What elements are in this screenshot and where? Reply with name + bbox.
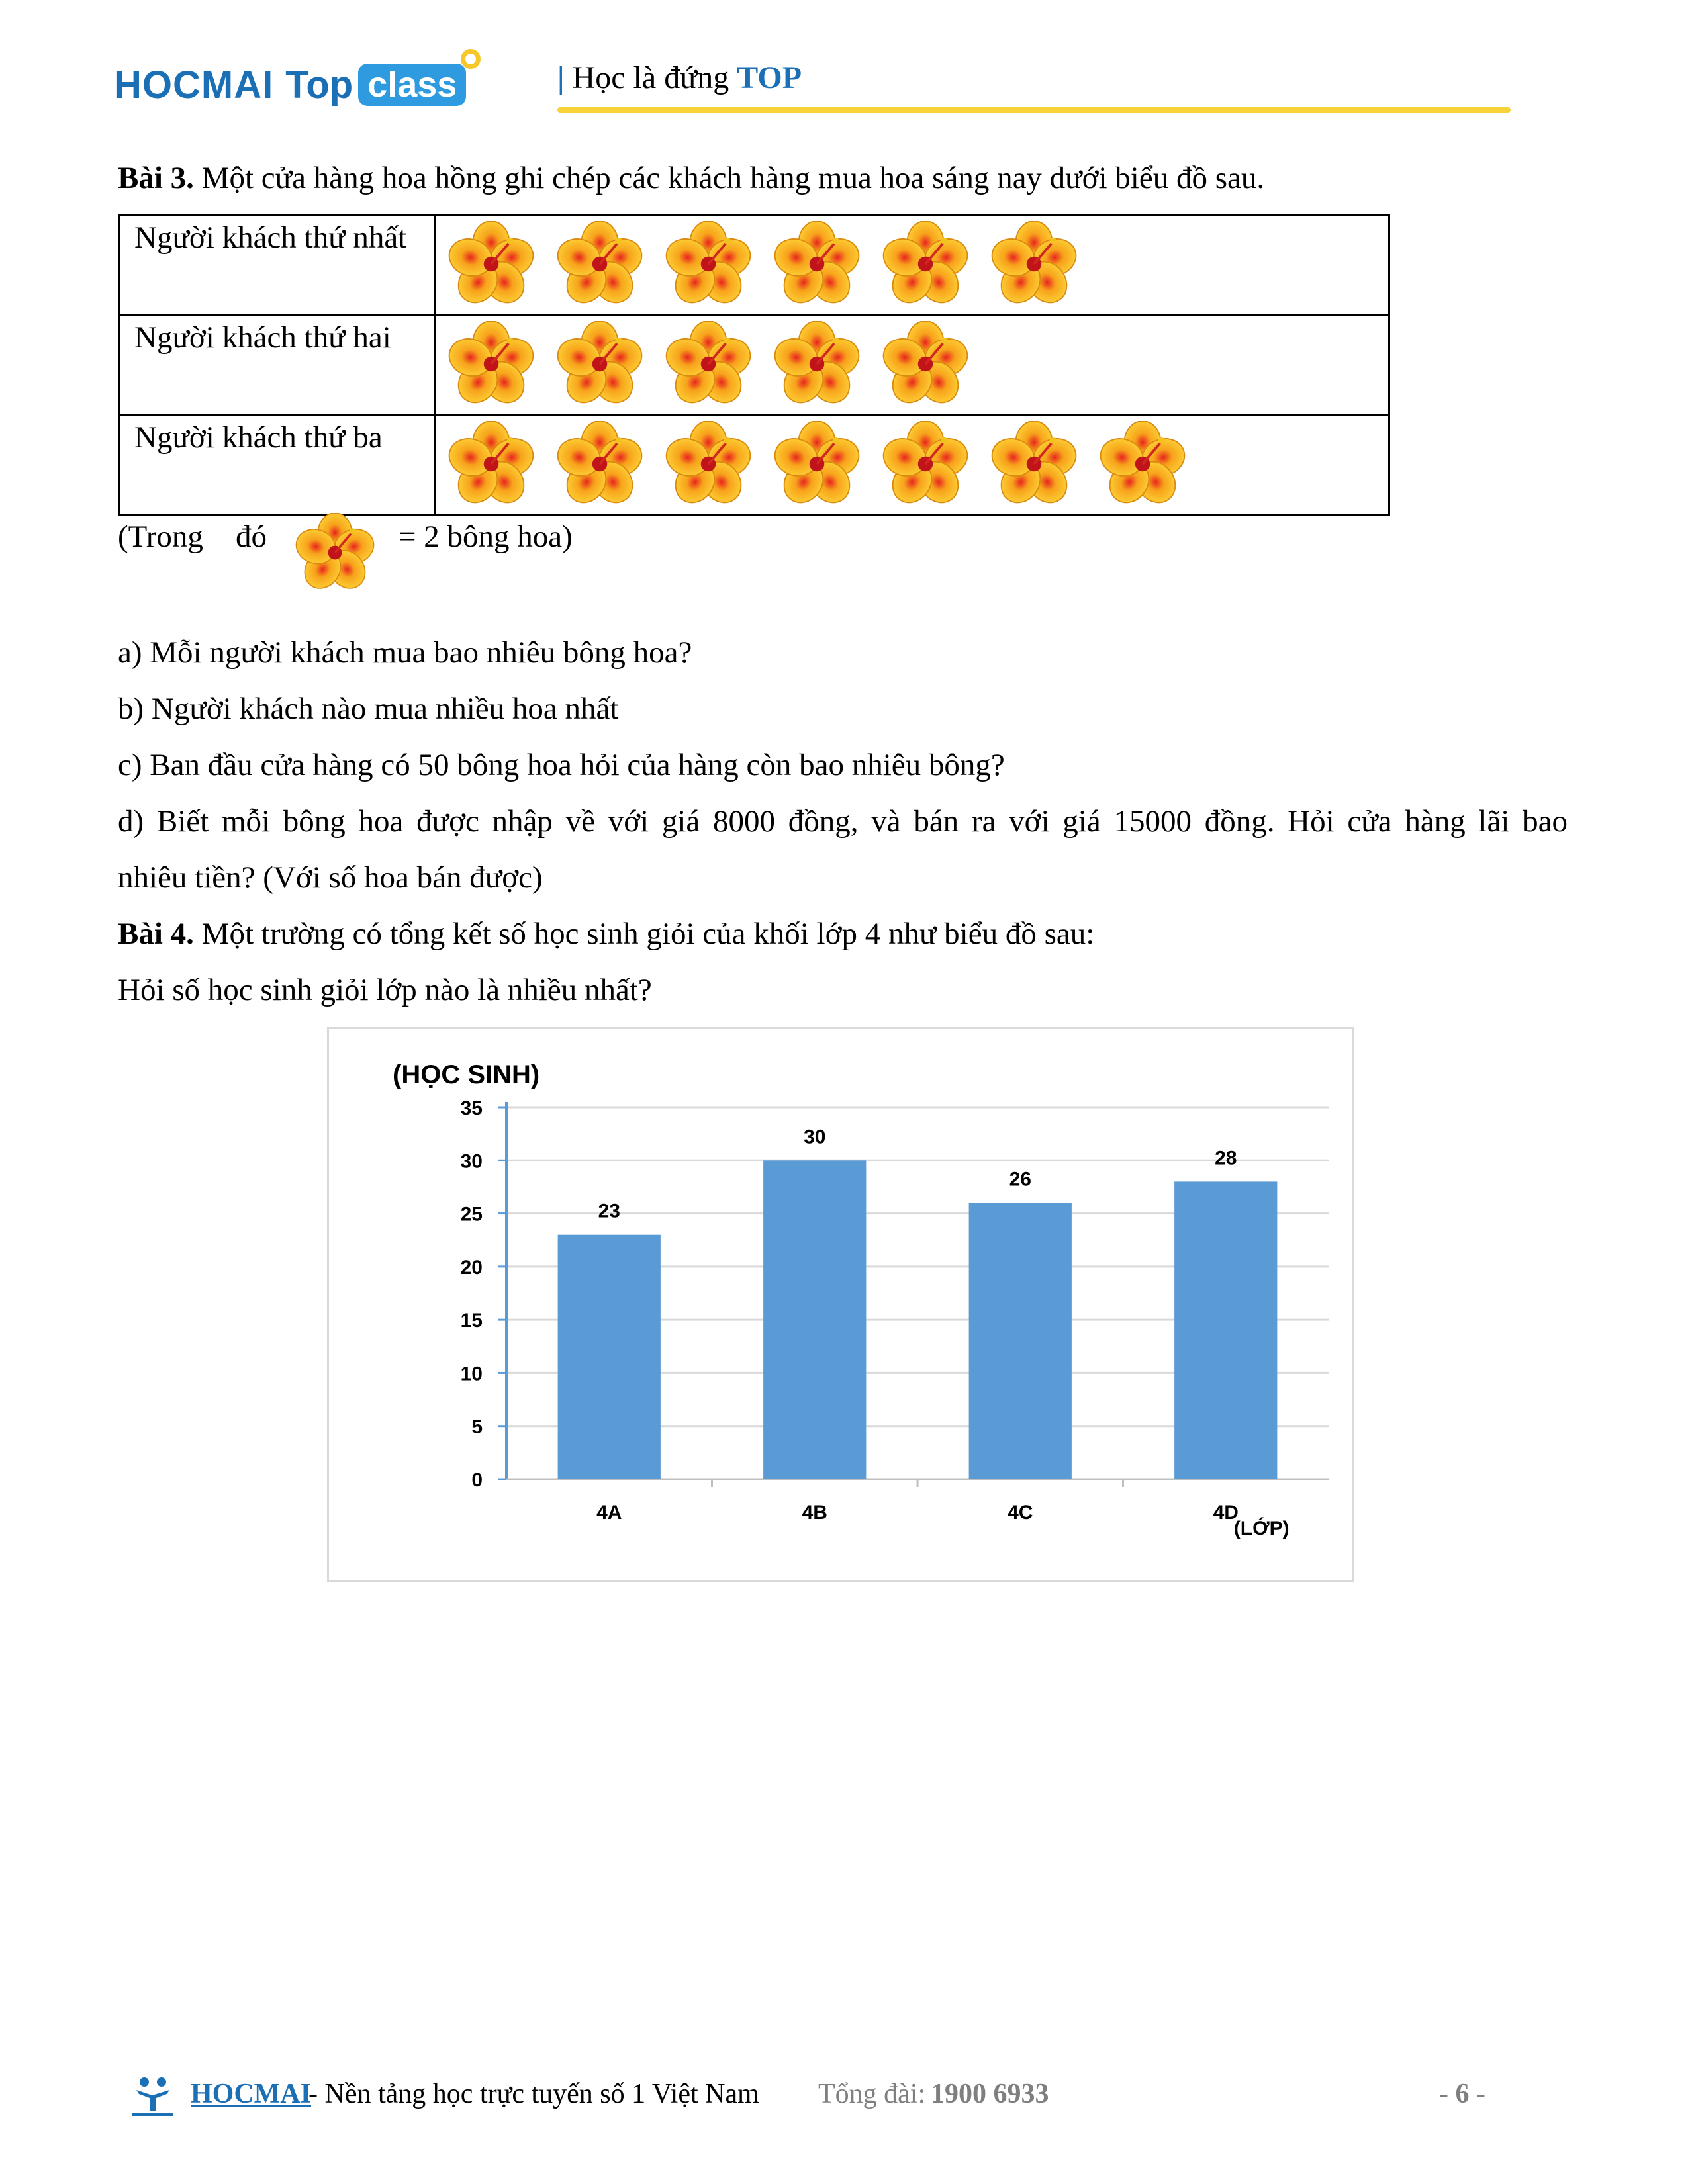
hibiscus-flower-icon — [876, 221, 975, 307]
question-a: a) Mỗi người khách mua bao nhiêu bông hoa? — [118, 635, 692, 670]
row-label: Người khách thứ ba — [119, 415, 436, 515]
footer-brand-link[interactable]: HOCMAI — [191, 2079, 311, 2109]
logo-class-text: class — [367, 65, 457, 105]
bai3-title: Bài 3. — [118, 161, 194, 195]
hibiscus-flower-icon — [1093, 421, 1192, 507]
y-axis-label: (HỌC SINH) — [393, 1060, 540, 1089]
bar — [558, 1235, 661, 1479]
question-d: d) Biết mỗi bông hoa được nhập về với giá 8000 đồng, và bán ra với giá 15000 đồng. Hỏi cửa hàng lãi bao — [118, 804, 1568, 839]
row-flowers-cell — [436, 215, 1389, 315]
bai4-text: Một trường có tổng kết số học sinh giỏi của khối lớp 4 như biểu đồ sau: — [201, 917, 1095, 951]
bar-chart-svg — [329, 1029, 1352, 1580]
bar — [763, 1160, 866, 1479]
y-tick-label: 20 — [460, 1256, 483, 1279]
footer-hotline: 1900 6933 — [931, 2079, 1049, 2109]
hibiscus-flower-icon — [659, 321, 758, 407]
y-tick-label: 15 — [460, 1310, 483, 1332]
row-label: Người khách thứ nhất — [119, 215, 436, 315]
slogan-text: Học là đứng — [572, 60, 729, 95]
hocmai-logo-icon — [130, 2073, 176, 2119]
logo-class-badge — [358, 64, 466, 106]
y-tick-label: 35 — [460, 1097, 483, 1119]
data-label: 26 — [1009, 1168, 1031, 1191]
flower-icons — [436, 316, 1388, 412]
page-number: - 6 - — [1439, 2079, 1485, 2109]
question-d-cont: nhiêu tiền? (Với số hoa bán được) — [118, 860, 543, 895]
hocmai-topclass-logo — [114, 58, 466, 111]
bai4-title: Bài 4. — [118, 917, 194, 951]
flower-icons — [436, 216, 1388, 312]
footer-tagline: - Nền tảng học trực tuyến số 1 Việt Nam — [308, 2079, 759, 2109]
y-tick-label: 0 — [471, 1469, 483, 1491]
hibiscus-flower-icon — [767, 321, 867, 407]
hibiscus-flower-icon — [659, 421, 758, 507]
y-tick-label: 25 — [460, 1203, 483, 1226]
hibiscus-flower-icon — [659, 221, 758, 307]
data-label: 28 — [1215, 1147, 1237, 1169]
hibiscus-flower-icon — [442, 421, 541, 507]
bai3-heading — [118, 159, 1264, 197]
hibiscus-flower-icon — [289, 513, 381, 592]
y-tick-label: 10 — [460, 1363, 483, 1385]
bar-chart — [327, 1027, 1354, 1582]
flower-icons — [436, 416, 1388, 512]
x-tick-label: 4A — [596, 1502, 622, 1524]
question-b: b) Người khách nào mua nhiều hoa nhất — [118, 692, 619, 726]
legend-suffix: = 2 bông hoa) — [399, 520, 573, 554]
bar — [1174, 1181, 1277, 1479]
hibiscus-flower-icon — [550, 321, 649, 407]
page-footer — [130, 2078, 1513, 2124]
header-underline — [557, 107, 1511, 113]
x-tick-label: 4D — [1213, 1502, 1239, 1524]
bar — [969, 1203, 1072, 1479]
pictograph-table — [118, 214, 1390, 516]
hibiscus-flower-icon — [767, 221, 867, 307]
legend-mid: đó — [236, 520, 267, 554]
slogan-top: TOP — [737, 60, 802, 95]
footer-hotline-label: Tổng đài: — [818, 2079, 926, 2109]
star-icon — [459, 48, 482, 70]
row-flowers-cell — [436, 315, 1389, 415]
hibiscus-flower-icon — [984, 421, 1084, 507]
y-tick-label: 5 — [471, 1416, 483, 1438]
slogan-divider: | — [557, 60, 565, 95]
bai4-heading — [118, 915, 1094, 953]
logo-hocmai-text: HOCMAI — [114, 63, 274, 107]
bai3-text: Một cửa hàng hoa hồng ghi chép các khách hàng mua hoa sáng nay dưới biểu đồ sau. — [201, 161, 1265, 195]
hibiscus-flower-icon — [442, 321, 541, 407]
legend-prefix: (Trong — [118, 520, 203, 554]
hibiscus-flower-icon — [984, 221, 1084, 307]
hibiscus-flower-icon — [550, 421, 649, 507]
hibiscus-flower-icon — [550, 221, 649, 307]
x-tick-label: 4C — [1008, 1502, 1033, 1524]
header-slogan — [557, 60, 802, 96]
y-tick-label: 30 — [460, 1150, 483, 1173]
table-row — [119, 215, 1389, 315]
logo-top-text: Top — [285, 63, 353, 107]
hibiscus-flower-icon — [442, 221, 541, 307]
hibiscus-flower-icon — [876, 421, 975, 507]
question-c: c) Ban đầu cửa hàng có 50 bông hoa hỏi của hàng còn bao nhiêu bông? — [118, 748, 1005, 782]
bai4-question: Hỏi số học sinh giỏi lớp nào là nhiều nhất? — [118, 973, 652, 1007]
hibiscus-flower-icon — [876, 321, 975, 407]
row-flowers-cell — [436, 415, 1389, 515]
table-row — [119, 415, 1389, 515]
hibiscus-flower-icon — [767, 421, 867, 507]
x-tick-label: 4B — [802, 1502, 827, 1524]
table-row — [119, 315, 1389, 415]
x-axis-label: (LỚP) — [1233, 1518, 1289, 1539]
row-label: Người khách thứ hai — [119, 315, 436, 415]
data-label: 23 — [598, 1200, 620, 1222]
data-label: 30 — [804, 1126, 826, 1148]
